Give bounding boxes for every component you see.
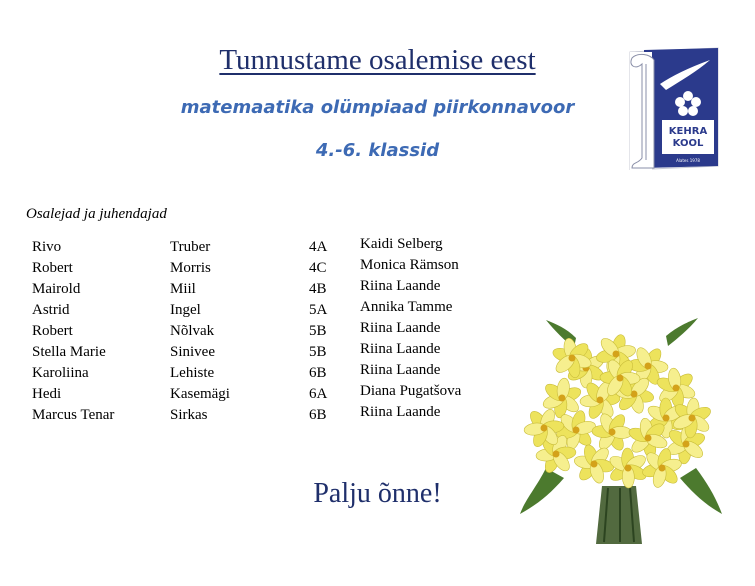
mentor-name: Riina Laande (360, 404, 441, 420)
participant-first-name: Marcus Tenar (32, 407, 115, 423)
participant-first-name: Stella Marie (32, 344, 106, 360)
participant-first-name: Robert (32, 323, 73, 339)
mentor-name: Riina Laande (360, 278, 441, 294)
flower-bloom (592, 411, 633, 452)
participant-last-name: Truber (170, 239, 211, 255)
participant-last-name: Sinivee (170, 344, 215, 360)
grade-range: 4.-6. klassid (315, 140, 440, 161)
participant-first-name: Astrid (32, 302, 70, 318)
participant-last-name: Lehiste (170, 365, 215, 381)
mentors-list (360, 236, 461, 425)
participant-class: 4B (309, 281, 327, 297)
participant-class: 5A (309, 302, 328, 318)
section-label: Osalejad ja juhendajad (26, 206, 167, 222)
participant-last-name: Morris (170, 260, 211, 276)
participant-first-name: Mairold (32, 281, 81, 297)
participant-class: 4A (309, 239, 328, 255)
flower-bloom (573, 443, 615, 485)
participant-last-name: Nõlvak (170, 323, 215, 339)
participant-class: 6B (309, 365, 327, 381)
event-subtitle: matemaatika olümpiaad piirkonnavoor (180, 97, 575, 118)
participant-last-name: Ingel (170, 302, 201, 318)
participant-last-name: Kasemägi (170, 386, 230, 402)
mentor-name: Riina Laande (360, 320, 441, 336)
closing-message: Palju õnne! (313, 478, 442, 509)
participant-first-name: Rivo (32, 239, 62, 255)
participant-class: 5B (309, 323, 327, 339)
participant-last-name: Miil (170, 281, 196, 297)
participant-first-name: Robert (32, 260, 73, 276)
mentor-name: Riina Laande (360, 341, 441, 357)
participant-class: 6A (309, 386, 328, 402)
participant-last-name: Sirkas (170, 407, 208, 423)
flower-bouquet-image (516, 318, 726, 548)
mentor-name: Diana Pugatšova (360, 383, 462, 399)
mentor-name: Riina Laande (360, 362, 441, 378)
school-logo (626, 46, 722, 170)
participant-class: 5B (309, 344, 327, 360)
logo-text-bottom: KOOL (672, 138, 704, 149)
participant-first-name: Hedi (32, 386, 62, 402)
mentor-name: Kaidi Selberg (360, 236, 443, 252)
mentor-name: Annika Tamme (360, 299, 453, 315)
logo-text-top: KEHRA (668, 126, 708, 137)
participant-first-name: Karoliina (32, 365, 89, 381)
mentor-name: Monica Rämson (360, 257, 459, 273)
logo-since: Alates 1978 (676, 158, 700, 163)
page-title: Tunnustame osalemise eest (219, 44, 536, 76)
participant-class: 6B (309, 407, 327, 423)
participant-class: 4C (309, 260, 327, 276)
